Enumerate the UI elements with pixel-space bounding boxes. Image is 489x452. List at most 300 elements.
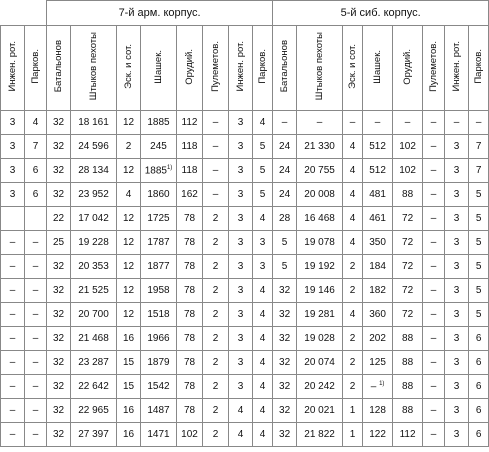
table-cell: 3 [445,135,469,159]
col-header-g0-1 [71,26,117,111]
table-cell: 1487 [141,399,177,423]
table-cell: 32 [47,351,71,375]
table-cell: – [423,159,445,183]
table-cell: 6 [25,183,47,207]
column-label: Шашек. [152,49,164,84]
table-cell: 5 [469,183,489,207]
column-label: Эск. и сот. [346,44,358,89]
table-cell: 6 [469,399,489,423]
table-cell: 7 [469,159,489,183]
table-cell: 12 [117,255,141,279]
table-row [1,303,489,327]
table-cell: – [423,135,445,159]
table-cell: 245 [141,135,177,159]
table-row [1,279,489,303]
table-cell: 4 [343,183,363,207]
table-cell: 360 [363,303,393,327]
table-cell: 3 [229,183,253,207]
table-cell: 21 330 [297,135,343,159]
table-cell: 3 [229,351,253,375]
table-cell: 125 [363,351,393,375]
table-cell: 32 [273,423,297,447]
table-cell: 3 [229,207,253,231]
table-cell: 1787 [141,231,177,255]
table-cell: 1 [343,423,363,447]
table-cell: 21 525 [71,279,117,303]
table-cell: 24 [273,159,297,183]
table-row [1,111,489,135]
table-cell: 118 [177,135,203,159]
col-header-left-1 [25,26,47,111]
table-cell: 32 [47,255,71,279]
table-cell: 78 [177,255,203,279]
table-cell: 7 [469,135,489,159]
table-cell: 21 468 [71,327,117,351]
group-header-5: 5-й сиб. корпус. [273,1,489,26]
table-cell: 2 [203,351,229,375]
table-row [1,135,489,159]
column-label: Батальонов [52,40,64,93]
col-header-g0-4 [177,26,203,111]
table-cell: 3 [445,255,469,279]
table-cell: 27 397 [71,423,117,447]
table-row [1,375,489,399]
table-cell: 3 [229,327,253,351]
table-cell: 4 [253,111,273,135]
col-header-g0-0 [47,26,71,111]
table-cell: 88 [393,183,423,207]
table-cell: 24 596 [71,135,117,159]
col-header-g0-6 [229,26,253,111]
table-cell: 17 042 [71,207,117,231]
table-cell: 88 [393,375,423,399]
table-cell: 1 [343,399,363,423]
table-cell: 1885 [141,111,177,135]
table-cell: 112 [393,423,423,447]
table-cell: 32 [273,399,297,423]
table-cell: – [445,111,469,135]
table-cell: 24 [273,183,297,207]
col-header-g0-3 [141,26,177,111]
table-cell: – [423,327,445,351]
table-cell: 4 [229,423,253,447]
table-cell: 78 [177,375,203,399]
table-cell: 4 [343,159,363,183]
table-row [1,183,489,207]
table-cell: 6 [469,423,489,447]
table-cell: 3 [445,159,469,183]
table-cell: 32 [47,159,71,183]
table-cell: 12 [117,111,141,135]
table-cell [1,207,25,231]
table-cell: 72 [393,255,423,279]
table-cell: 20 021 [297,399,343,423]
table-cell: 2 [203,375,229,399]
table-cell: 32 [273,375,297,399]
table-row [1,159,489,183]
table-cell: 5 [253,159,273,183]
table-cell: 2 [203,207,229,231]
table-cell: – [363,111,393,135]
column-label: Штыков пехоты [313,32,325,101]
table-cell: 12 [117,231,141,255]
table-cell: 19 192 [297,255,343,279]
table-cell: 1958 [141,279,177,303]
table-cell: – [423,111,445,135]
table-cell: 4 [253,423,273,447]
column-label: Батальонов [278,40,290,93]
table-cell: 4 [253,207,273,231]
table-cell: 32 [47,399,71,423]
table-cell: 88 [393,351,423,375]
col-header-g1-1 [297,26,343,111]
col-header-g1-7 [469,26,489,111]
table-cell: 4 [253,399,273,423]
table-cell: 3 [445,351,469,375]
column-label: Орудий. [183,48,195,85]
table-cell: 1542 [141,375,177,399]
table-cell: 6 [469,375,489,399]
table-cell: 3 [229,303,253,327]
table-cell: – [423,183,445,207]
table-cell: 3 [229,135,253,159]
table-cell: – [1,327,25,351]
table-cell: 2 [343,327,363,351]
table-cell: 2 [117,135,141,159]
table-cell: 350 [363,231,393,255]
table-row [1,231,489,255]
column-label: Пулеметов. [209,41,221,92]
column-label: Инжен. рот. [6,41,18,92]
table-cell: 3 [229,111,253,135]
table-cell: 2 [203,327,229,351]
column-label: Шашек. [371,49,383,84]
table-cell: – [25,423,47,447]
table-cell: – [25,375,47,399]
col-header-g0-2 [117,26,141,111]
table-cell: 2 [203,303,229,327]
table-cell: – [423,207,445,231]
column-label: Парков. [29,49,41,84]
table-row [1,207,489,231]
table-cell: 7 [25,135,47,159]
table-cell: 3 [1,183,25,207]
table-cell: 23 952 [71,183,117,207]
table-cell: 1860 [141,183,177,207]
table-cell: – [1,231,25,255]
table-cell: 1877 [141,255,177,279]
table-cell: 20 074 [297,351,343,375]
table-cell: 78 [177,207,203,231]
table-cell: 3 [445,327,469,351]
table-cell: – [273,111,297,135]
column-label: Парков. [256,49,268,84]
table-cell: – [393,111,423,135]
table-cell: 25 [47,231,71,255]
table-cell: 32 [47,111,71,135]
table-cell: – [423,231,445,255]
table-cell: 3 [253,255,273,279]
table-cell: 20 008 [297,183,343,207]
table-cell: 16 468 [297,207,343,231]
table-cell: 5 [469,207,489,231]
col-header-g1-6 [445,26,469,111]
group-header-7: 7-й арм. корпус. [47,1,273,26]
table-cell: 78 [177,231,203,255]
table-cell: 15 [117,351,141,375]
table-cell: – [25,231,47,255]
column-label: Инжен. рот. [450,41,462,92]
table-cell: 2 [343,351,363,375]
table-cell: 12 [117,159,141,183]
table-cell: – [203,111,229,135]
table-cell: 32 [47,303,71,327]
table-cell: 3 [445,231,469,255]
table-cell: 78 [177,327,203,351]
table-cell: 3 [229,375,253,399]
table-cell: 1725 [141,207,177,231]
table-cell: – [25,327,47,351]
table-cell: 32 [273,327,297,351]
table-cell: 88 [393,327,423,351]
table-cell: 1471 [141,423,177,447]
table-cell: 128 [363,399,393,423]
table-cell: 3 [1,159,25,183]
table-cell: – [25,351,47,375]
col-header-g1-3 [363,26,393,111]
table-cell: 12 [117,303,141,327]
table-cell: 19 281 [297,303,343,327]
table-cell: 3 [445,375,469,399]
table-cell: – [343,111,363,135]
table-cell: 102 [393,159,423,183]
table-cell: 1885$^{1)}$ [141,159,177,183]
col-header-g0-5 [203,26,229,111]
column-label: Штыков пехоты [87,32,99,101]
table-cell: 21 822 [297,423,343,447]
table-cell: 4 [253,303,273,327]
table-cell: 3 [229,231,253,255]
table-cell: – $^{1)}$ [363,375,393,399]
table-cell: 202 [363,327,393,351]
table-cell: 5 [253,183,273,207]
table-cell: 78 [177,351,203,375]
table-cell: – [1,399,25,423]
table-cell: 4 [343,207,363,231]
table-cell: – [1,303,25,327]
col-header-g1-0 [273,26,297,111]
table-cell: 3 [445,399,469,423]
table-cell: 16 [117,399,141,423]
table-cell: 32 [47,327,71,351]
table-cell: 3 [229,279,253,303]
table-cell: 4 [343,303,363,327]
table-cell: – [1,279,25,303]
table-cell: – [423,279,445,303]
table-cell: 182 [363,279,393,303]
table-cell: 4 [229,399,253,423]
table-cell: – [423,375,445,399]
table-cell: 2 [203,231,229,255]
table-cell: 2 [343,279,363,303]
table-cell: – [25,399,47,423]
table-cell: 118 [177,159,203,183]
table-cell: 1966 [141,327,177,351]
table-cell: 512 [363,135,393,159]
table-cell: 3 [229,255,253,279]
table-cell: 2 [343,375,363,399]
table-cell: 78 [177,303,203,327]
table-cell: 6 [25,159,47,183]
table-cell: 28 134 [71,159,117,183]
table-cell: 122 [363,423,393,447]
table-cell: 22 965 [71,399,117,423]
column-label: Инжен. рот. [234,41,246,92]
table-cell: 4 [253,375,273,399]
table-cell: 2 [203,279,229,303]
table-cell: 19 146 [297,279,343,303]
table-cell: 4 [25,111,47,135]
table-cell: 20 242 [297,375,343,399]
table-row [1,399,489,423]
table-cell: – [423,399,445,423]
table-cell: – [25,303,47,327]
table-cell: 19 028 [297,327,343,351]
table-cell: 28 [273,207,297,231]
table-cell: – [25,255,47,279]
table-cell: 184 [363,255,393,279]
table-cell: – [203,159,229,183]
table-cell: 2 [203,423,229,447]
table-cell: 16 [117,423,141,447]
table-cell: 3 [445,423,469,447]
table-cell: 4 [343,231,363,255]
table-cell: – [423,255,445,279]
table-cell: – [423,351,445,375]
table-cell: 18 161 [71,111,117,135]
table-cell: 162 [177,183,203,207]
table-cell: 3 [445,279,469,303]
table-cell: 78 [177,279,203,303]
table-cell: 32 [47,135,71,159]
table-cell: 32 [47,183,71,207]
table-cell: 4 [253,351,273,375]
table-cell: 3 [1,135,25,159]
table-cell: 19 078 [297,231,343,255]
table-cell: 23 287 [71,351,117,375]
table-cell: 1879 [141,351,177,375]
table-cell: 102 [393,135,423,159]
column-label: Орудий. [401,48,413,85]
table-cell: 72 [393,207,423,231]
table-cell: 32 [273,279,297,303]
table-cell: 3 [445,183,469,207]
table-cell: 3 [229,159,253,183]
table-cell: 72 [393,303,423,327]
table-cell: 4 [117,183,141,207]
column-label: Пулеметов. [427,41,439,92]
table-cell: 5 [273,231,297,255]
table-cell: 481 [363,183,393,207]
table-cell: – [25,279,47,303]
table-cell: 5 [469,255,489,279]
table-row [1,423,489,447]
table-cell: 20 755 [297,159,343,183]
column-label: Парков. [472,49,484,84]
table-cell: 3 [445,207,469,231]
table-cell: 1518 [141,303,177,327]
table-cell: 72 [393,231,423,255]
table-cell [25,207,47,231]
table-cell: 32 [47,423,71,447]
table-cell: 15 [117,375,141,399]
table-cell: 461 [363,207,393,231]
table-cell: 3 [253,231,273,255]
table-cell: 32 [273,303,297,327]
table-cell: – [469,111,489,135]
col-header-left-0 [1,26,25,111]
table-row [1,327,489,351]
table-cell: – [1,351,25,375]
table-cell: 72 [393,279,423,303]
table-cell: – [297,111,343,135]
table-cell: 4 [253,327,273,351]
table-cell: 112 [177,111,203,135]
table-cell: – [1,423,25,447]
table-cell: 5 [469,279,489,303]
table-cell: 2 [203,399,229,423]
table-cell: – [1,255,25,279]
column-label: Эск. и сот. [122,44,134,89]
table-cell: 102 [177,423,203,447]
table-cell: 20 353 [71,255,117,279]
table-cell: – [203,183,229,207]
col-header-g1-5 [423,26,445,111]
table-row [1,351,489,375]
table-cell: – [423,423,445,447]
table-cell: 22 642 [71,375,117,399]
table-cell: 4 [253,279,273,303]
table-cell: – [203,135,229,159]
col-header-g1-4 [393,26,423,111]
table-cell: 5 [253,135,273,159]
table-cell: 20 700 [71,303,117,327]
table-cell: 2 [343,255,363,279]
col-header-g0-7 [253,26,273,111]
table-cell: 78 [177,399,203,423]
table-cell: 88 [393,399,423,423]
table-cell: – [1,375,25,399]
table-cell: 12 [117,279,141,303]
table-cell: 22 [47,207,71,231]
corner-cell [1,1,47,26]
table-cell: – [423,303,445,327]
table-cell: 24 [273,135,297,159]
table-cell: 2 [203,255,229,279]
table-cell: 5 [273,255,297,279]
table-cell: 6 [469,351,489,375]
table-cell: 16 [117,327,141,351]
table-cell: 12 [117,207,141,231]
table-cell: 5 [469,303,489,327]
table-cell: 3 [445,303,469,327]
table-cell: 3 [1,111,25,135]
table-cell: 19 228 [71,231,117,255]
table-cell: 32 [47,279,71,303]
table-cell: 5 [469,231,489,255]
table-cell: 4 [343,135,363,159]
table-cell: 6 [469,327,489,351]
